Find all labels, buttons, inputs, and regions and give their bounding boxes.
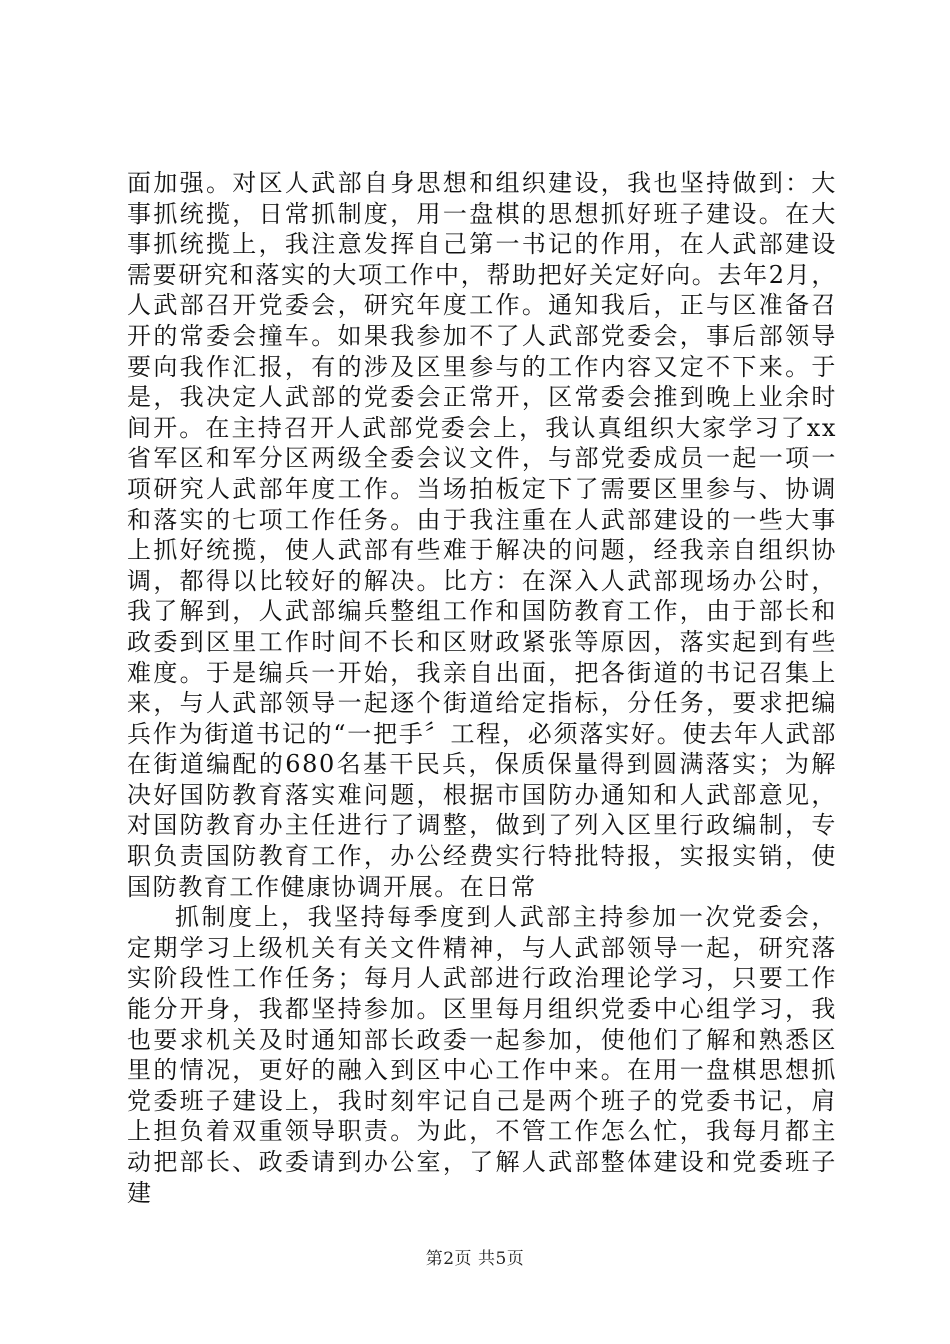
paragraph-1: 面加强。对区人武部自身思想和组织建设，我也坚持做到：大事抓统揽，日常抓制度，用一盘棋的思想抓好班子建设。在大事抓统揽上，我注意发挥自己第一书记的作用，在人武部建设需要研究和落实的大项工作中，帮助把好关定好向。去年2月，人武部召开党委会，研究年度工作。通知我后，正与区准备召开的常委会撞车。如果我参加不了人武部党委会，事后部领导要向我作汇报，有的涉及区里参与的工作内容又定不下来。于是，我决定人武部的党委会正常开，区常委会推到晚上业余时间开。在主持召开人武部党委会上，我认真组织大家学习了xx省军区和军分区两级全委会议文件，与部党委成员一起一项一项研究人武部年度工作。当场拍板定下了需要区里参与、协调和落实的七项工作任务。由于我注重在人武部建设的一些大事上抓好统揽，使人武部有些难于解决的问题，经我亲自组织协调，都得以比较好的解决。比方：在深入人武部现场办公时，我了解到，人武部编兵整组工作和国防教育工作，由于部长和政委到区里工作时间不长和区财政紧张等原因，落实起到有些难度。于是编兵一开始，我亲自出面，把各街道的书记召集上来，与人武部领导一起逐个街道给定指标，分任务，要求把编兵作为街道书记的“一把手〞工程，必须落实好。使去年人武部在街道编配的680名基干民兵，保质保量得到圆满落实；为解决好国防教育落实难问题，根据市国防办通知和人武部意见，对国防教育办主任进行了调整，做到了列入区里行政编制，专职负责国防教育工作，办公经费实行特批特报，实报实销，使国防教育工作健康协调开展。在日常 [127, 169, 837, 901]
paragraph-2: 抓制度上，我坚持每季度到人武部主持参加一次党委会，定期学习上级机关有关文件精神，与人武部领导一起，研究落实阶段性工作任务；每月人武部进行政治理论学习，只要工作能分开身，我都坚持参加。区里每月组织党委中心组学习，我也要求机关及时通知部长政委一起参加，使他们了解和熟悉区里的情况，更好的融入到区中心工作中来。在用一盘棋思想抓党委班子建设上，我时刻牢记自己是两个班子的党委书记，肩上担负着双重领导职责。为此，不管工作怎么忙，我每月都主动把部长、政委请到办公室，了解人武部整体建设和党委班子建 [127, 903, 837, 1207]
page-number-footer: 第2页 共5页 [425, 1249, 525, 1269]
document-body [127, 168, 837, 1208]
